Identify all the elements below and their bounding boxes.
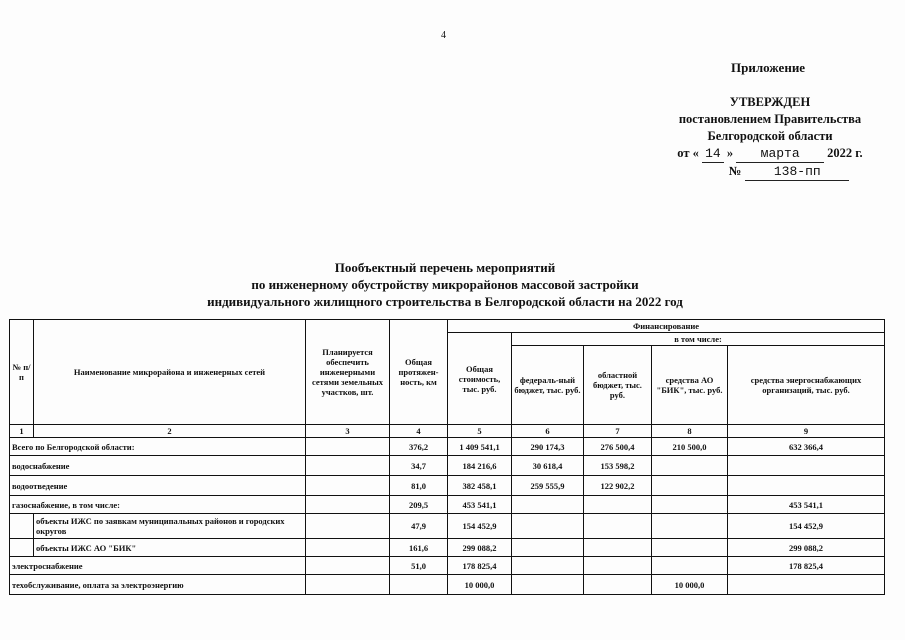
column-number: 5 xyxy=(448,425,512,438)
row-plots xyxy=(306,539,390,557)
header-bik: средства АО "БИК", тыс. руб. xyxy=(652,346,728,425)
row-regional xyxy=(584,575,652,595)
row-bik xyxy=(652,539,728,557)
financing-table xyxy=(9,319,885,595)
row-bik: 10 000,0 xyxy=(652,575,728,595)
row-name: газоснабжение, в том числе: xyxy=(10,496,306,514)
row-cost: 154 452,9 xyxy=(448,514,512,539)
row-name: техобслуживание, оплата за электроэнергию xyxy=(10,575,306,595)
header-name: Наименование микрорайона и инженерных сетей xyxy=(34,320,306,425)
row-indent-cell xyxy=(10,539,34,557)
document-title xyxy=(10,259,880,310)
row-federal xyxy=(512,514,584,539)
row-regional xyxy=(584,496,652,514)
column-number: 7 xyxy=(584,425,652,438)
row-length: 376,2 xyxy=(390,438,448,456)
row-federal: 290 174,3 xyxy=(512,438,584,456)
row-energy xyxy=(728,456,885,476)
row-cost: 453 541,1 xyxy=(448,496,512,514)
table-row xyxy=(10,539,885,557)
row-energy: 632 366,4 xyxy=(728,438,885,456)
date-prefix: от « xyxy=(677,146,699,160)
row-bik: 210 500,0 xyxy=(652,438,728,456)
table-row xyxy=(10,557,885,575)
row-name: Всего по Белгородской области: xyxy=(10,438,306,456)
column-number: 4 xyxy=(390,425,448,438)
row-name: водоотведение xyxy=(10,476,306,496)
row-regional: 122 902,2 xyxy=(584,476,652,496)
approval-date xyxy=(660,145,880,163)
header-cost: Общая стоимость, тыс. руб. xyxy=(448,333,512,425)
date-month: марта xyxy=(736,145,824,163)
row-regional xyxy=(584,539,652,557)
number-value: 138-пп xyxy=(745,163,849,181)
header-financing: Финансирование xyxy=(448,320,885,333)
row-length: 209,5 xyxy=(390,496,448,514)
approval-line-1: постановлением Правительства xyxy=(678,112,862,126)
row-cost: 10 000,0 xyxy=(448,575,512,595)
row-federal xyxy=(512,557,584,575)
header-energy: средства энергоснабжающих организаций, тыс. руб. xyxy=(728,346,885,425)
column-number: 9 xyxy=(728,425,885,438)
approval-block xyxy=(660,94,880,181)
row-name: объекты ИЖС по заявкам муниципальных районов и городских округов xyxy=(34,514,306,539)
row-name: электроснабжение xyxy=(10,557,306,575)
date-day: 14 xyxy=(702,145,724,163)
row-cost: 178 825,4 xyxy=(448,557,512,575)
date-year: 2022 г. xyxy=(827,146,863,160)
table-row xyxy=(10,438,885,456)
approved-label: УТВЕРЖДЕН xyxy=(729,95,811,109)
row-plots xyxy=(306,575,390,595)
header-federal: федераль-ный бюджет, тыс. руб. xyxy=(512,346,584,425)
row-energy: 154 452,9 xyxy=(728,514,885,539)
row-federal xyxy=(512,539,584,557)
title-line-1: Пообъектный перечень мероприятий xyxy=(334,260,556,275)
row-plots xyxy=(306,438,390,456)
row-federal xyxy=(512,496,584,514)
row-energy xyxy=(728,476,885,496)
row-energy: 453 541,1 xyxy=(728,496,885,514)
table-row xyxy=(10,456,885,476)
row-plots xyxy=(306,476,390,496)
row-length: 34,7 xyxy=(390,456,448,476)
row-cost: 299 088,2 xyxy=(448,539,512,557)
date-separator: » xyxy=(726,146,734,160)
row-bik xyxy=(652,557,728,575)
financing-table-wrapper xyxy=(9,319,885,595)
row-plots xyxy=(306,456,390,476)
column-number: 1 xyxy=(10,425,34,438)
column-number: 2 xyxy=(34,425,306,438)
row-regional: 276 500,4 xyxy=(584,438,652,456)
row-regional xyxy=(584,514,652,539)
row-energy: 178 825,4 xyxy=(728,557,885,575)
row-bik xyxy=(652,456,728,476)
table-row xyxy=(10,476,885,496)
title-line-2: по инженерному обустройству микрорайонов массовой застройки xyxy=(251,277,639,292)
row-energy xyxy=(728,575,885,595)
column-numbers-row xyxy=(10,425,885,438)
row-regional: 153 598,2 xyxy=(584,456,652,476)
row-name: объекты ИЖС АО "БИК" xyxy=(34,539,306,557)
table-row xyxy=(10,496,885,514)
row-regional xyxy=(584,557,652,575)
number-label: № xyxy=(728,164,742,178)
row-length: 161,6 xyxy=(390,539,448,557)
row-length: 51,0 xyxy=(390,557,448,575)
row-indent-cell xyxy=(10,514,34,539)
column-number: 6 xyxy=(512,425,584,438)
row-bik xyxy=(652,514,728,539)
header-plots: Планируется обеспечить инженерными сетями земельных участков, шт. xyxy=(306,320,390,425)
header-including: в том числе: xyxy=(512,333,885,346)
title-line-3: индивидуального жилищного строительства в Белгородской области на 2022 год xyxy=(207,294,683,309)
approval-number xyxy=(698,163,880,181)
table-row xyxy=(10,575,885,595)
table-row xyxy=(10,514,885,539)
row-energy: 299 088,2 xyxy=(728,539,885,557)
row-cost: 184 216,6 xyxy=(448,456,512,476)
page-number: 4 xyxy=(441,30,446,41)
row-bik xyxy=(652,496,728,514)
row-federal: 259 555,9 xyxy=(512,476,584,496)
approval-line-2: Белгородской области xyxy=(707,129,833,143)
row-plots xyxy=(306,557,390,575)
row-federal xyxy=(512,575,584,595)
row-bik xyxy=(652,476,728,496)
header-length: Общая протяжен-ность, км xyxy=(390,320,448,425)
row-length: 47,9 xyxy=(390,514,448,539)
header-regional: областной бюджет, тыс. руб. xyxy=(584,346,652,425)
column-number: 8 xyxy=(652,425,728,438)
row-cost: 382 458,1 xyxy=(448,476,512,496)
row-length xyxy=(390,575,448,595)
row-length: 81,0 xyxy=(390,476,448,496)
row-federal: 30 618,4 xyxy=(512,456,584,476)
row-cost: 1 409 541,1 xyxy=(448,438,512,456)
column-number: 3 xyxy=(306,425,390,438)
row-plots xyxy=(306,514,390,539)
row-name: водоснабжение xyxy=(10,456,306,476)
appendix-label: Приложение xyxy=(731,60,806,75)
header-no: № п/п xyxy=(10,320,34,425)
row-plots xyxy=(306,496,390,514)
